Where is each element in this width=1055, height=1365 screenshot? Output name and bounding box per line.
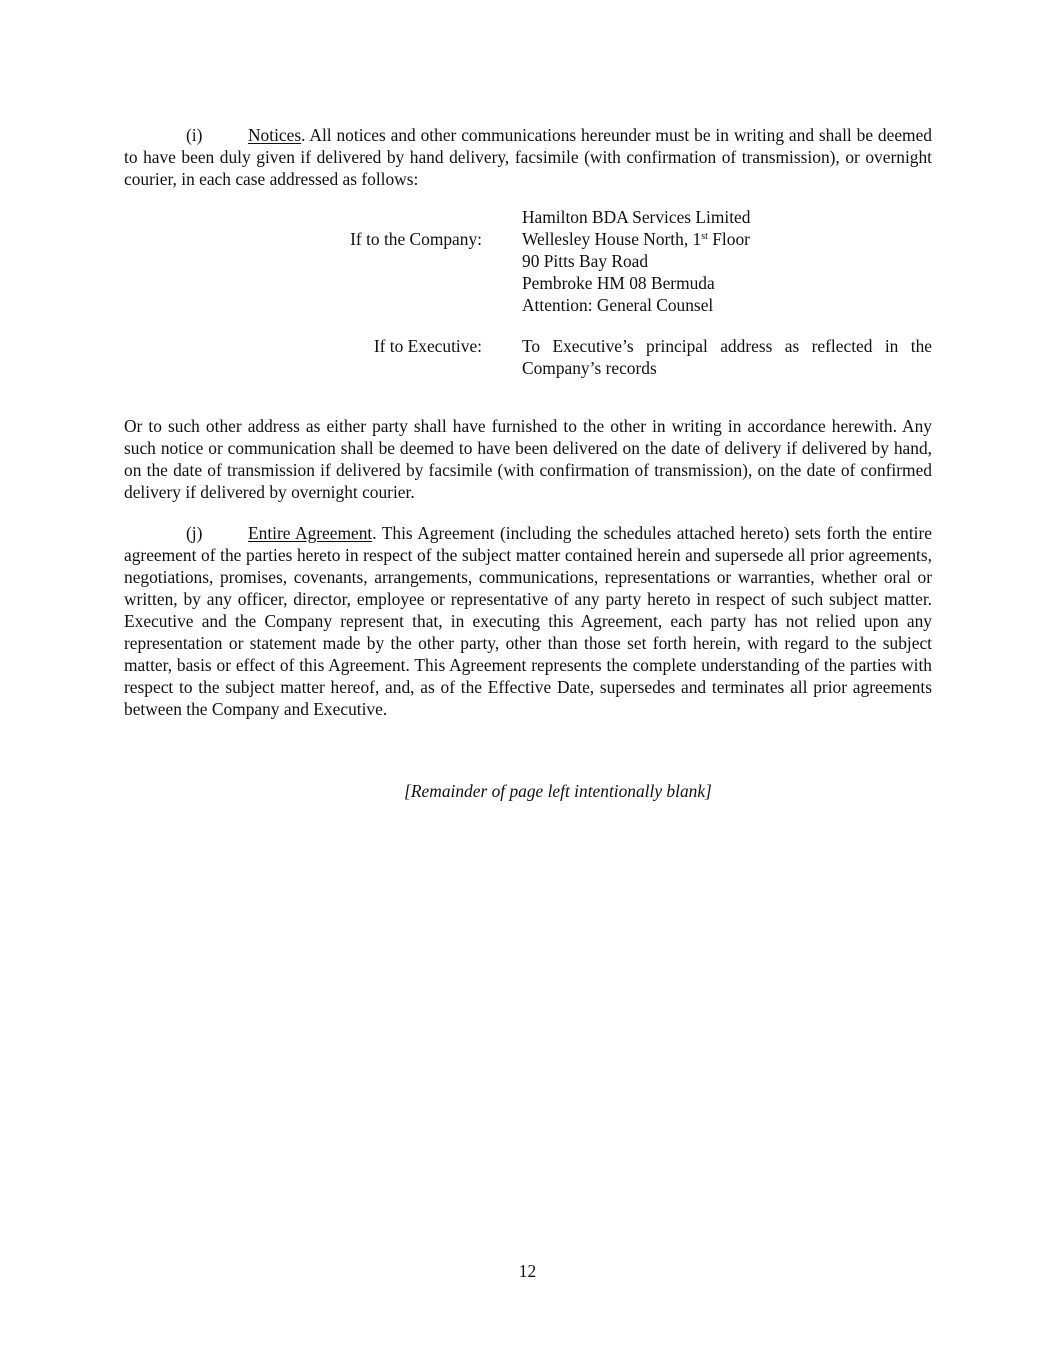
notice-addresses xyxy=(124,206,932,379)
section-i-continued-paragraph: Or to such other address as either party shall have furnished to the other in writing in accordance herewith. Any such notice or communication shall be deemed to have been delivered on the date of delivery if delivered by hand, on the date of transmission if delivered by facsimile (with confirmation of transmission), on the date of confirmed delivery if delivered by overnight courier. xyxy=(124,416,932,502)
section-j-paragraph xyxy=(124,522,932,720)
section-i-number: (i) xyxy=(186,125,203,145)
company-address-line-1: Hamilton BDA Services Limited xyxy=(522,207,751,227)
executive-address-label: If to Executive: xyxy=(373,336,482,356)
section-j-number: (j) xyxy=(186,523,203,543)
company-address-row xyxy=(124,206,932,316)
document-page xyxy=(124,124,932,801)
page-number: 12 xyxy=(518,1261,537,1281)
company-address-line-5: Attention: General Counsel xyxy=(522,295,714,315)
company-address-line-3: 90 Pitts Bay Road xyxy=(522,251,649,271)
section-i-text: . All notices and other communications hereunder must be in writing and shall be deemed to have been duly given if delivered by hand delivery, facsimile (with confirmation of transmission), or overnight courier, in each case addressed as follows: xyxy=(124,125,932,189)
company-address-lines xyxy=(522,206,932,316)
section-i-paragraph xyxy=(124,124,932,190)
executive-address-text: To Executive’s principal address as reflected in the Company’s records xyxy=(522,336,932,378)
company-address-label: If to the Company: xyxy=(350,229,482,249)
section-j-text: . This Agreement (including the schedules attached hereto) sets forth the entire agreement of the parties hereto in respect of the subject matter contained herein and supersede all prior agreements, negotiations, promises, covenants, arrangements, communications, representations or warranties, whether oral or written, by any officer, director, employee or representative of any party hereto in respect of such subject matter. Executive and the Company represent that, in executing this Agreement, each party has not relied upon any representation or statement made by the other party, other than those set forth herein, with regard to the subject matter, basis or effect of this Agreement. This Agreement represents the complete understanding of the parties with respect to the subject matter hereof, and, as of the Effective Date, supersedes and terminates all prior agreements between the Company and Executive. xyxy=(124,523,932,719)
ordinal-superscript: st xyxy=(701,231,708,242)
company-address-line-4: Pembroke HM 08 Bermuda xyxy=(522,273,715,293)
section-i-heading: Notices xyxy=(248,125,302,145)
executive-address-row xyxy=(124,335,932,379)
company-address-line-2 xyxy=(522,228,932,250)
remainder-note: [Remainder of page left intentionally blank] xyxy=(404,781,712,801)
company-address-line-2-end: Floor xyxy=(707,229,750,249)
section-j-heading: Entire Agreement xyxy=(248,523,373,543)
company-address-line-2-start: Wellesley House North, 1 xyxy=(522,229,702,249)
